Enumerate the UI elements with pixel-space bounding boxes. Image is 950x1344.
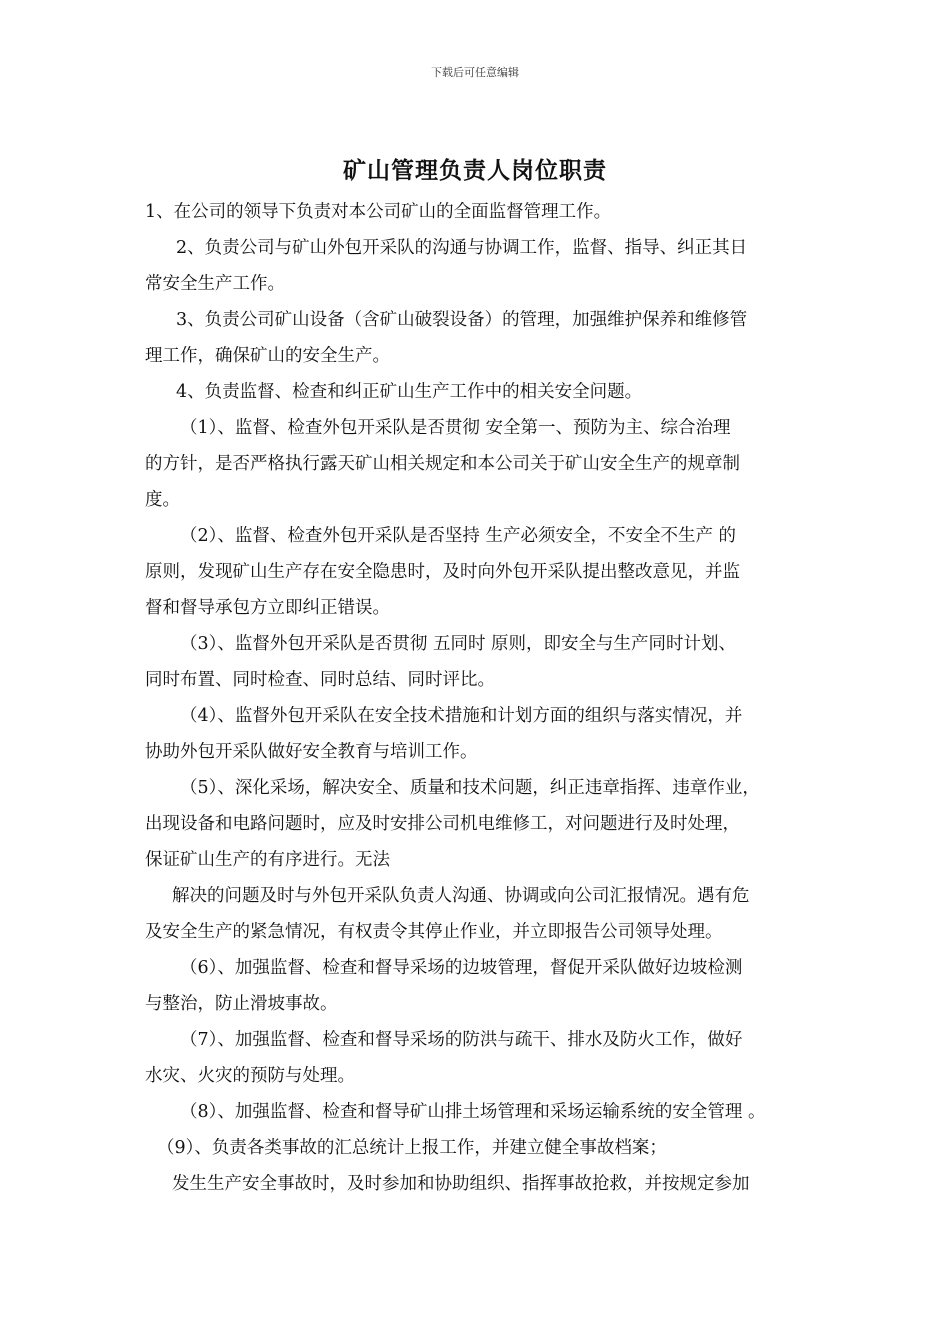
paragraph-line: 度。 <box>145 490 180 510</box>
paragraph-line: 2、负责公司与矿山外包开采队的沟通与协调工作，监督、指导、纠正其日 <box>176 238 748 258</box>
document-body <box>145 194 815 1202</box>
paragraph-line: 4、负责监督、检查和纠正矿山生产工作中的相关安全问题。 <box>176 382 643 402</box>
paragraph-line: 协助外包开采队做好安全教育与培训工作。 <box>145 742 478 762</box>
paragraph-line: 解决的问题及时与外包开采队负责人沟通、协调或向公司汇报情况。遇有危 <box>172 886 750 906</box>
paragraph-line: 及安全生产的紧急情况，有权责令其停止作业，并立即报告公司领导处理。 <box>145 922 723 942</box>
paragraph-line: （4）、监督外包开采队在安全技术措施和计划方面的组织与落实情况，并 <box>180 706 743 726</box>
paragraph-line: （1）、监督、检查外包开采队是否贯彻 安全第一、预防为主、综合治理 <box>180 418 731 438</box>
paragraph-line: 3、负责公司矿山设备（含矿山破裂设备）的管理，加强维护保养和维修管 <box>176 310 748 330</box>
paragraph-line: （6）、加强监督、检查和督导采场的边坡管理，督促开采队做好边坡检测 <box>180 958 743 978</box>
paragraph-line: 1、在公司的领导下负责对本公司矿山的全面监督管理工作。 <box>145 202 612 222</box>
paragraph-line: 原则，发现矿山生产存在安全隐患时，及时向外包开采队提出整改意见，并监 <box>145 562 740 582</box>
paragraph-line: 出现设备和电路问题时，应及时安排公司机电维修工，对问题进行及时处理， <box>145 814 740 834</box>
paragraph-line: （9）、负责各类事故的汇总统计上报工作，并建立健全事故档案； <box>157 1138 667 1158</box>
paragraph-line: 同时布置、同时检查、同时总结、同时评比。 <box>145 670 495 690</box>
paragraph-line: 与整治，防止滑坡事故。 <box>145 994 338 1014</box>
paragraph-line: （5）、深化采场，解决安全、质量和技术问题，纠正违章指挥、违章作业， <box>180 778 760 798</box>
paragraph-line: 常安全生产工作。 <box>145 274 285 294</box>
paragraph-line: 理工作，确保矿山的安全生产。 <box>145 346 390 366</box>
paragraph-line: 水灾、火灾的预防与处理。 <box>145 1066 355 1086</box>
paragraph-line: （2）、监督、检查外包开采队是否坚持 生产必须安全，不安全不生产 的 <box>180 526 737 546</box>
paragraph-line: （7）、加强监督、检查和督导采场的防洪与疏干、排水及防火工作，做好 <box>180 1030 743 1050</box>
paragraph-line: （3）、监督外包开采队是否贯彻 五同时 原则，即安全与生产同时计划、 <box>180 634 737 654</box>
paragraph-line: 发生生产安全事故时，及时参加和协助组织、指挥事故抢救，并按规定参加 <box>172 1174 750 1194</box>
paragraph-line: 的方针，是否严格执行露天矿山相关规定和本公司关于矿山安全生产的规章制 <box>145 454 740 474</box>
header-note: 下载后可任意编辑 <box>431 66 519 79</box>
document-title: 矿山管理负责人岗位职责 <box>343 157 607 184</box>
paragraph-line: （8）、加强监督、检查和督导矿山排土场管理和采场运输系统的安全管理 。 <box>180 1102 766 1122</box>
paragraph-line: 督和督导承包方立即纠正错误。 <box>145 598 390 618</box>
paragraph-line: 保证矿山生产的有序进行。无法 <box>145 850 390 870</box>
